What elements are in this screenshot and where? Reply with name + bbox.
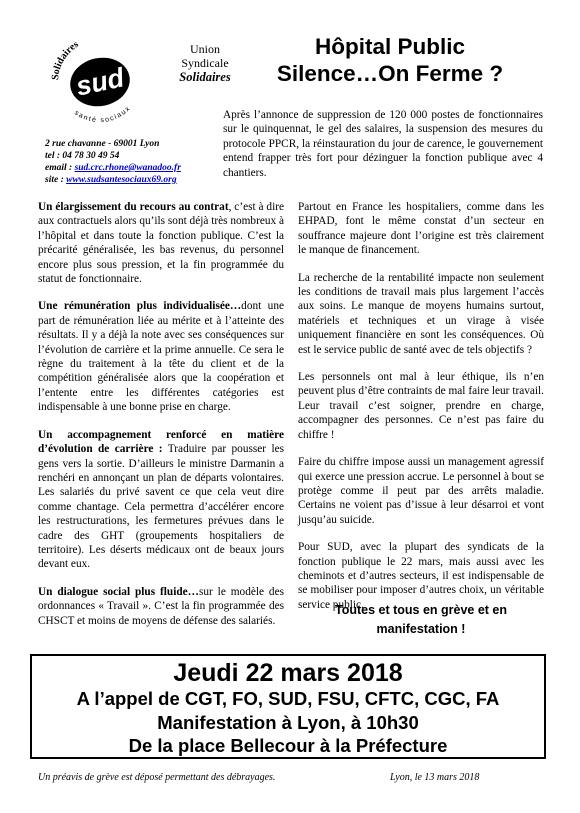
logo-ring-bottom-text: santé sociaux [73,104,133,125]
contact-site-label: site : [45,175,67,185]
strike-call [298,601,544,639]
union-line-2: Syndicale [181,56,229,70]
logo-mark-text: sud [73,62,127,102]
paragraph-lead: Un élargissement du recours au contrat [38,201,229,213]
contact-site-link[interactable]: www.sudsantesociaux69.org [66,175,177,185]
union-line-1: Union [190,42,220,56]
intro-paragraph: Après l’annonce de suppression de 120 000 postes de fonctionnaires sur le quinquennat, le gel des salaires, la suspension des mesures du protocole PPCR, la réinstauration du jour de carence, le gouvernement entend frapper très fort pour dézinguer la fonction publique avec 4 chantiers. [223,109,543,179]
page-title [240,33,540,87]
event-box [30,654,546,759]
header-logo-block [40,20,231,145]
logo-ring-top-text: Solidaires [49,38,81,81]
paragraph-body: Traduire par pousser les gens vers la sortie. D’ailleurs le ministre Darmanin a renchéri en annonçant un plan de départs volontaires. Les salariés du privé savent ce que cela veut dire comme chantage. Cela permettra d’accélérer encore les restructurations, les fermetures prévues dans le cadre des GHT (groupements hospitaliers de territoire). Les déserts médicaux ont de beaux jours devant eux. [38,443,284,571]
right-paragraph: La recherche de la rentabilité impacte non seulement les conditions de travail mais plus largement l’accès aux soins. Le manque de moyens humains surtout, matériels et techniques et un virage à visée uniquement financière en sont les conséquences. Où est le service public de santé avec de tels objectifs ? [298,271,544,356]
contact-tel-line [45,150,225,162]
union-name [160,42,250,84]
strike-call-line-2: manifestation ! [376,622,466,636]
paragraph-lead: Un dialogue social plus fluide… [38,585,199,598]
left-column [38,200,284,641]
event-route: De la place Bellecour à la Préfecture [128,735,448,756]
contact-tel-label: tel : [45,151,63,161]
left-paragraph [38,428,284,572]
paragraph-lead: Un accompagnement renforcé en matière d’évolution de carrière : [38,428,284,456]
contact-block [45,138,225,186]
title-line-1: Hôpital Public [314,34,465,59]
paragraph-body: , c’est à dire aux contractuels alors qu’ils sont déjà très nombreux à l’hôpital et dans toute la fonction publique. C’est la précarité généralisée, les bas revenus, du personnel encore plus sous pression, et la fin programmée du statut de fonctionnaire. [38,201,284,286]
right-paragraph: Partout en France les hospitaliers, comme dans les EHPAD, font le même constat d’un secteur en souffrance majeure dont l’origine est très clairement le manque de financement. [298,201,544,257]
left-paragraph [38,200,284,286]
contact-site-line [45,174,225,186]
union-line-3: Solidaires [179,70,231,84]
left-paragraph [38,585,284,628]
right-paragraph: Les personnels ont mal à leur éthique, ils n’en peuvent plus d’être contraints de mal faire leur travail. Leur travail c’est soigner, prendre en charge, accompagner des personnes. Ce n’est pas faire du chiffre ! [298,371,544,441]
contact-email-label: email : [45,163,75,173]
event-date: Jeudi 22 mars 2018 [173,659,403,687]
event-call: A l’appel de CGT, FO, SUD, FSU, CFTC, CGC, FA [76,688,500,709]
strike-call-line-1: Toutes et tous en grève et en [334,603,508,617]
right-column [298,200,544,625]
event-rally: Manifestation à Lyon, à 10h30 [157,711,419,733]
contact-email-line [45,162,225,174]
contact-email-link[interactable]: sud.crc.rhone@wanadoo.fr [74,163,181,173]
right-paragraph: Faire du chiffre impose aussi un management agressif qui exerce une pression accrue. Le personnel à bout se protège comme il peut par des arrêts maladie. Certains ne voient pas d’issue à leur désarroi et vont jusqu’au suicide. [298,456,544,526]
right-paragraph: Pour SUD, avec la plupart des syndicats de la fonction publique le 22 mars, mais aussi avec les cheminots et d’autres secteurs, il est indispensable de se mobiliser pour imposer d’autres choix, un véritable service public. [298,541,544,611]
paragraph-lead: Une rémunération plus individualisée… [38,300,242,313]
contact-tel: 04 78 30 49 54 [62,151,120,161]
paragraph-body: sur le modèle des ordonnances « Travail ». C’est la fin programmée des CHSCT et moins de moyens de défense des salariés. [38,585,284,627]
footer-signed: Lyon, le 13 mars 2018 [390,772,480,783]
paragraph-body: dont une part de rémunération liée au mérite et à l’atteinte des résultats. Il y a déjà la note avec ses conséquences sur l’évolution de carrière et la prime annuelle. Ce sera le règne du traitement à la tête du client et de la compétition généralisée alors que la coopération et l’entente entre les différentes catégories est indispensable à une bonne prise en charge. [38,300,284,414]
title-line-2: Silence…On Ferme ? [276,61,504,86]
sud-solidaires-logo [40,20,160,140]
footer-notice: Un préavis de grève est déposé permettant des débrayages. [38,772,276,783]
contact-address: 2 rue chavanne - 69001 Lyon [45,139,160,149]
left-paragraph [38,299,284,414]
